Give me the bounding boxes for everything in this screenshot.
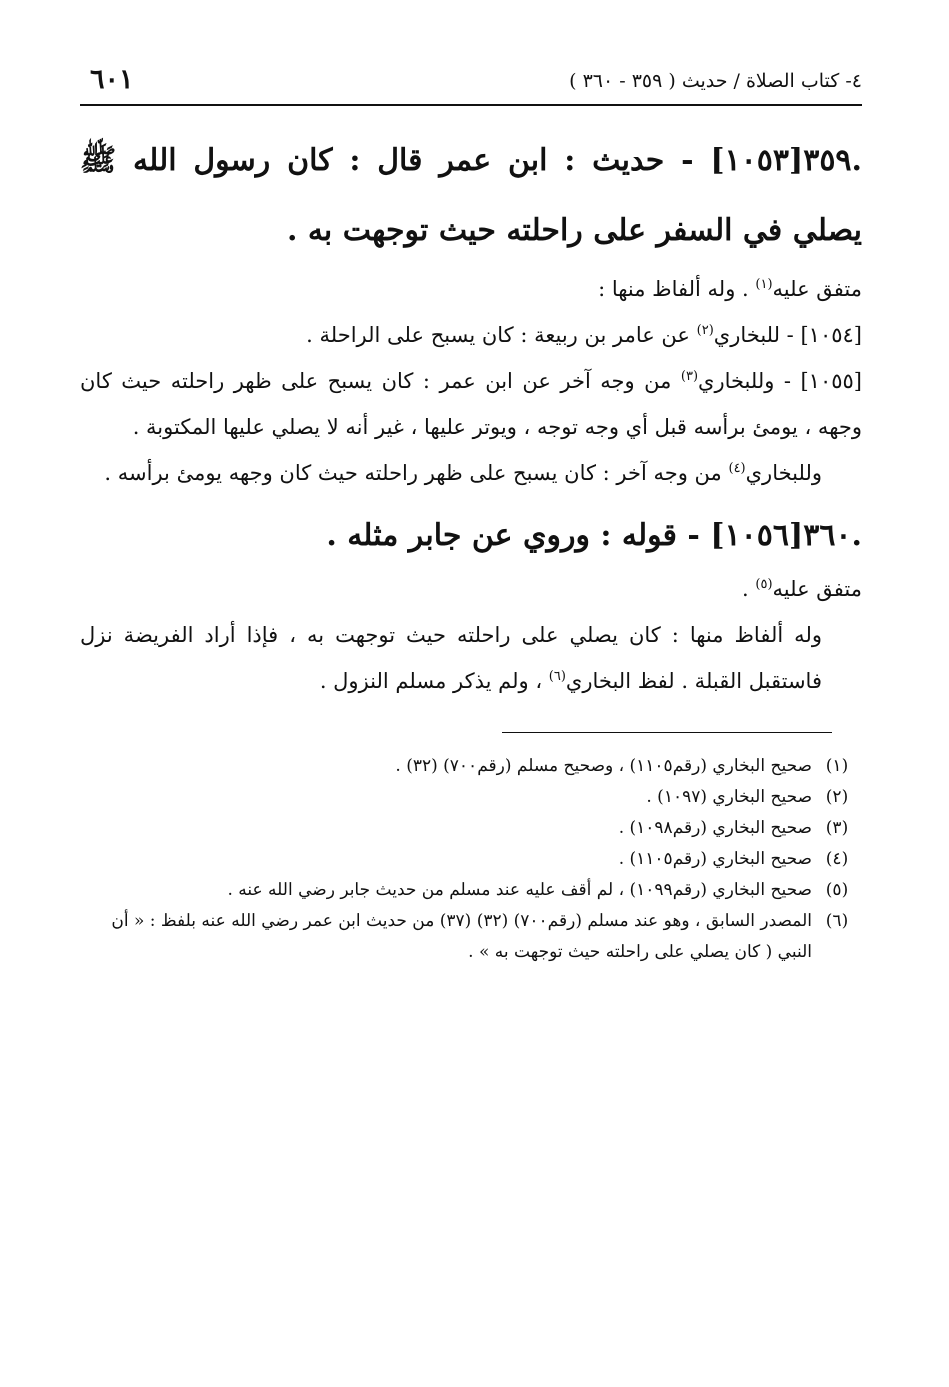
hadith-number: ٣٦٠.	[803, 518, 862, 553]
hadith-ref: [١٠٥٣]	[710, 143, 804, 178]
hadith-359-heading	[80, 126, 862, 266]
footnote-6: (٦) المصدر السابق ، وهو عند مسلم (رقم٧٠٠) (٣٢) (٣٧) من حديث ابن عمر رضي الله عنه بلفظ : « أن النبي ( كان يصلي على راحلته حيث توجهت به » .	[111, 911, 849, 962]
footnote-ref: (٢)	[696, 323, 714, 338]
footnote-ref: (١)	[755, 277, 773, 292]
running-title: ٤- كتاب الصلاة / حديث ( ٣٥٩ - ٣٦٠ )	[569, 70, 862, 92]
page-number: ٦٠١	[90, 64, 134, 95]
footnote-ref: (٤)	[728, 461, 746, 476]
footnote-4: (٤) صحيح البخاري (رقم١١٠٥) .	[618, 849, 849, 869]
footnote-separator	[502, 732, 832, 733]
hadith-360-heading	[80, 506, 862, 566]
paragraph-agreed-360: متفق عليه$^{(٥)}$ .	[742, 577, 862, 601]
footnote-ref: (٦)	[548, 669, 566, 684]
footnote-ref: (٣)	[680, 369, 699, 384]
paragraph-1054: [١٠٥٤] - للبخاري$^{(٢)}$ عن عامر بن ربيعة : كان يسبح على الراحلة .	[306, 323, 862, 347]
page-header	[80, 60, 862, 106]
hadith-ref: [١٠٥٥]	[800, 369, 862, 393]
hadith-number: ٣٥٩.	[803, 143, 862, 178]
paragraph-bukhari-other: وللبخاري$^{(٤)}$ من وجه آخر : كان يسبح على ظهر راحلته حيث كان وجهه يومئ برأسه .	[104, 461, 822, 485]
footnote-1: (١) صحيح البخاري (رقم١١٠٥) ، وصحيح مسلم (رقم٧٠٠) (٣٢) .	[395, 756, 849, 776]
paragraph-1055: [١٠٥٥] - وللبخاري$^{(٣)}$ من وجه آخر عن ابن عمر : كان يسبح على ظهر راحلته حيث كان وجهه ، يومئ برأسه قبل أي وجه توجه ، ويوتر عليها ، غير أنه لا يصلي عليها المكتوبة .	[80, 369, 862, 439]
footnotes	[80, 751, 862, 968]
document-page	[80, 60, 862, 968]
paragraph-wording-360: وله ألفاظ منها : كان يصلي على راحلته حيث توجهت به ، فإذا أراد الفريضة نزل فاستقبل القبلة . لفظ البخاري$^{(٦)}$ ، ولم يذكر مسلم النزول .	[80, 623, 822, 693]
hadith-ref: [١٠٥٦]	[710, 518, 804, 553]
footnote-2: (٢) صحيح البخاري (١٠٩٧) .	[646, 787, 849, 807]
hadith-text: - قوله : وروي عن جابر مثله .	[326, 518, 700, 553]
footnote-5: (٥) صحيح البخاري (رقم١٠٩٩) ، لم أقف عليه عند مسلم من حديث جابر رضي الله عنه .	[227, 880, 849, 900]
paragraph-agreed: متفق عليه$^{(١)}$ . وله ألفاظ منها :	[598, 277, 862, 301]
footnote-3: (٣) صحيح البخاري (رقم١٠٩٨) .	[618, 818, 849, 838]
hadith-text: - حديث : ابن عمر قال : كان رسول الله ﷺ يصلي في السفر على راحلته حيث توجهت به .	[80, 143, 862, 248]
footnote-ref: (٥)	[755, 577, 773, 592]
hadith-ref: [١٠٥٤]	[800, 323, 862, 347]
